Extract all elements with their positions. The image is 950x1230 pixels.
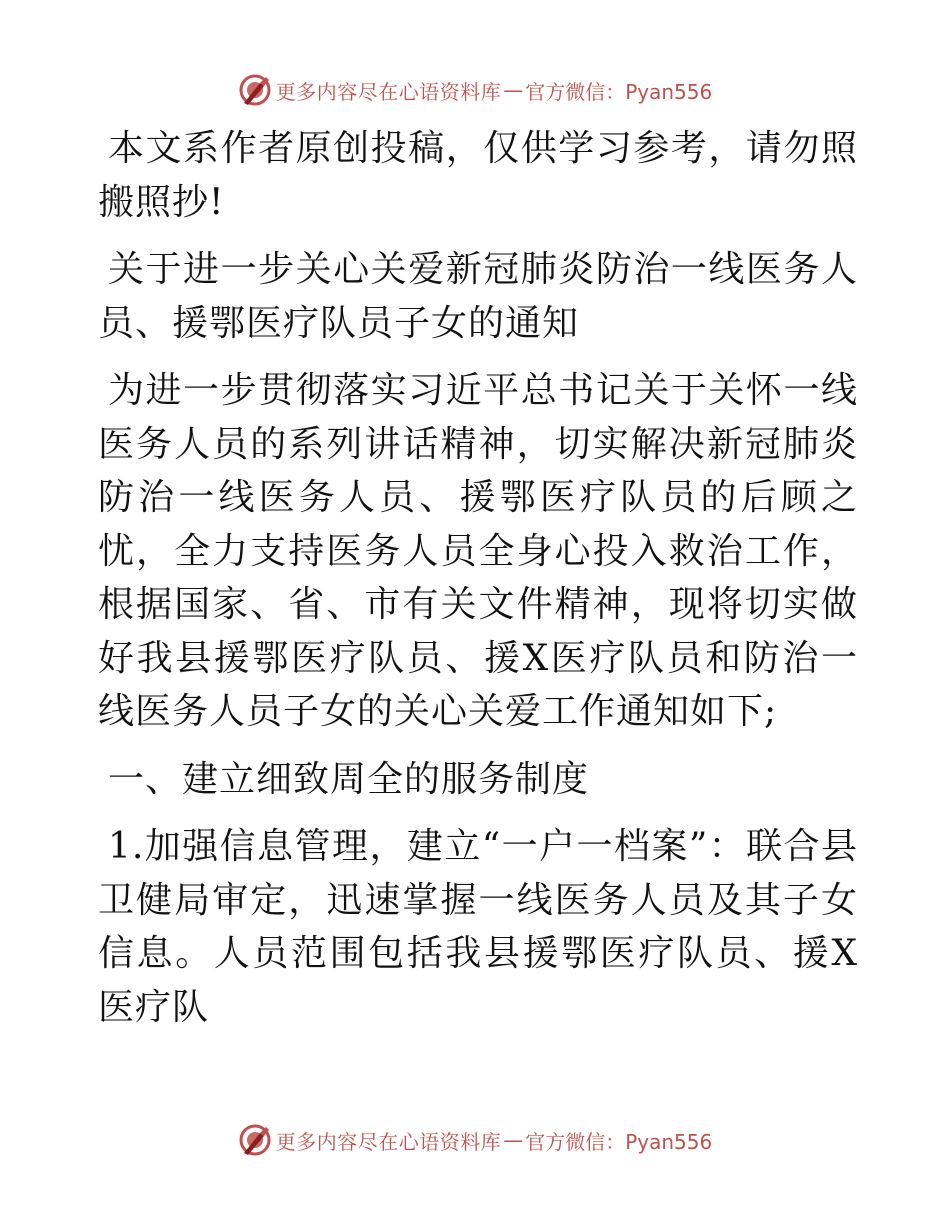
header-banner: [0, 70, 950, 110]
banner-text: 更多内容尽在心语资料库: [275, 79, 502, 104]
banner-text: 更多内容尽在心语资料库: [275, 1129, 502, 1154]
document-body: [98, 122, 858, 1034]
section-heading: 一、建立细致周全的服务制度: [108, 758, 590, 800]
banner-wechat: 官方微信：Pyan556: [525, 1129, 713, 1154]
footer-banner: [0, 1120, 950, 1160]
pen-logo-icon: [238, 73, 272, 107]
banner-wechat: 官方微信：Pyan556: [525, 79, 713, 104]
copyright-notice: 本文系作者原创投稿，仅供学习参考，请勿照搬照抄!: [98, 128, 858, 223]
intro-paragraph: 为进一步贯彻落实习近平总书记关于关怀一线医务人员的系列讲话精神，切实解决新冠肺炎防治一线医务人员、援鄂医疗队员的后顾之忧，全力支持医务人员全身心投入救治工作，根据国家、省、市有关文件精神，现将切实做好我县援鄂医疗队员、援X医疗队员和防治一线医务人员子女的关心关爱工作通知如下;: [98, 370, 858, 732]
pen-logo-icon: [238, 1123, 272, 1157]
document-title: 关于进一步关心关爱新冠肺炎防治一线医务人员、援鄂医疗队员子女的通知: [98, 249, 858, 344]
section-item: 1.加强信息管理，建立“一户一档案”：联合县卫健局审定，迅速掌握一线医务人员及其子女信息。人员范围包括我县援鄂医疗队员、援X医疗队: [98, 826, 858, 1028]
banner-separator: —: [503, 78, 524, 102]
banner-separator: —: [503, 1128, 524, 1152]
